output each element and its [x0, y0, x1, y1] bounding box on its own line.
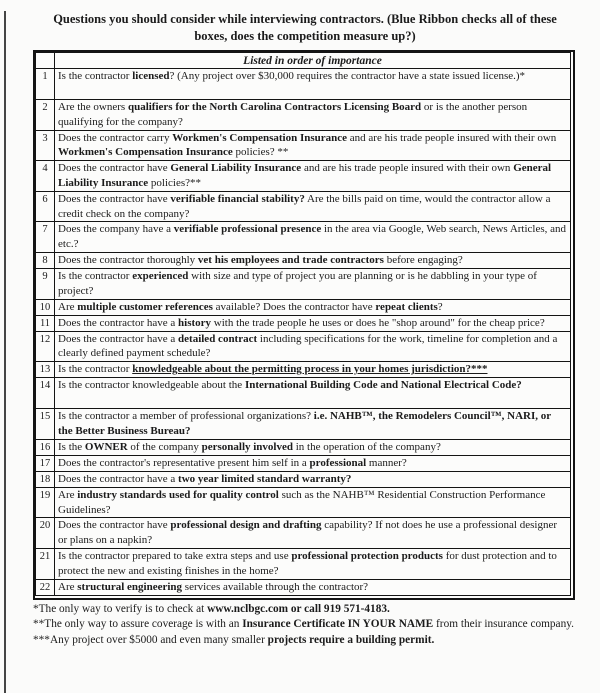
question-text	[55, 439, 571, 455]
text-segment: or is the another person qualifying for the company?	[58, 101, 528, 128]
text-segment: with size and type of project you are planning or is he dabbling in your type of project?	[58, 269, 537, 297]
row-number: 2	[36, 100, 55, 131]
table-row	[36, 487, 571, 518]
text-segment: detailed contract	[178, 332, 258, 345]
text-segment: Does the contractor have a	[58, 332, 179, 345]
question-text	[55, 252, 571, 268]
row-number: 20	[36, 518, 55, 549]
question-text	[55, 161, 571, 192]
footnote	[33, 633, 575, 648]
text-segment: Is the contractor prepared to take extra steps and use	[58, 549, 292, 562]
text-segment: manner?	[366, 456, 407, 469]
text-segment: Is the contractor	[58, 363, 133, 376]
table-row	[36, 69, 571, 100]
text-segment: Does the contractor have	[58, 162, 171, 175]
text-segment: Are	[58, 580, 78, 593]
question-text	[55, 378, 571, 409]
text-segment: Does the contractor have a	[58, 316, 179, 329]
row-number: 21	[36, 548, 55, 579]
scan-edge-line	[4, 11, 6, 693]
text-segment: services available through the contractor?	[182, 580, 369, 593]
text-segment: Is the	[58, 440, 85, 453]
text-segment: International Building Code and National Electrical Code?	[244, 379, 522, 392]
table-row	[36, 299, 571, 315]
row-number: 17	[36, 455, 55, 471]
text-segment: policies?**	[148, 176, 202, 189]
table-row	[36, 362, 571, 378]
text-segment: Are	[58, 488, 78, 501]
text-segment: with the trade people he uses or does he "shop around" for the cheap price?	[211, 316, 545, 329]
row-number: 19	[36, 487, 55, 518]
footnotes	[33, 602, 575, 648]
table-header-row	[36, 53, 571, 69]
text-segment: Are	[58, 300, 78, 313]
text-segment: Insurance Certificate IN YOUR NAME	[242, 618, 434, 631]
row-number: 18	[36, 471, 55, 487]
text-segment: licensed	[132, 70, 170, 82]
question-text	[55, 409, 571, 440]
text-segment: vet his employees and trade contractors	[197, 253, 384, 266]
text-segment: ?	[437, 300, 443, 313]
text-segment: structural engineering	[77, 580, 183, 593]
table-row	[36, 518, 571, 549]
text-segment: in the area via Google, Web search, News Articles, and etc.?	[58, 223, 567, 251]
text-segment: Are the bills paid on time, would the contractor allow a credit check on the company?	[58, 192, 551, 220]
questions-table	[33, 50, 575, 600]
footnote	[33, 602, 575, 617]
text-segment: industry standards used for quality control	[77, 488, 279, 501]
text-segment: Does the contractor thoroughly	[58, 253, 198, 266]
row-number: 14	[36, 378, 55, 409]
table-row	[36, 548, 571, 579]
text-segment: *The only way to verify is to check at	[33, 602, 208, 615]
question-text	[55, 130, 571, 161]
table-row	[36, 378, 571, 409]
row-number: 7	[36, 222, 55, 253]
text-segment: professional	[309, 456, 367, 469]
text-segment: verifiable professional presence	[173, 223, 322, 236]
text-segment: i.e. NAHB™, the Remodelers Council™, NARI, or the Better Business Bureau?	[58, 410, 551, 437]
row-number: 1	[36, 69, 55, 100]
text-segment: qualifiers for the North Carolina Contractors Licensing Board	[127, 101, 422, 113]
row-number: 4	[36, 161, 55, 192]
text-segment: repeat clients	[375, 300, 438, 313]
text-segment: ***Any project over $5000 and even many smaller	[33, 633, 268, 646]
text-segment: multiple customer references	[77, 300, 213, 313]
text-segment: Is the contractor	[58, 70, 133, 82]
footnote	[33, 617, 575, 632]
text-segment: ? (Any project over $30,000 requires the contractor have a state issued license.)*	[169, 70, 526, 82]
text-segment: Does the contractor have a	[58, 472, 179, 485]
text-segment: knowledgeable about the permitting process in your homes jurisdiction?***	[132, 363, 488, 376]
text-segment: available? Does the contractor have	[212, 300, 376, 313]
text-segment: professional protection products	[291, 549, 443, 562]
text-segment: Does the company have a	[58, 223, 174, 236]
text-segment: experienced	[132, 269, 189, 282]
text-segment: of the company	[127, 440, 202, 453]
question-text	[55, 362, 571, 378]
text-segment: and are his trade people insured with their own	[347, 131, 557, 144]
question-text	[55, 268, 571, 299]
text-segment: from their insurance company.	[433, 618, 574, 631]
page-title	[38, 11, 572, 44]
table-row	[36, 455, 571, 471]
text-segment: projects require a building permit.	[267, 633, 435, 646]
question-text	[55, 315, 571, 331]
text-segment: capability? If not does he use a professional designer or plans on a napkin?	[58, 519, 557, 547]
question-text	[55, 331, 571, 362]
text-segment: General Liability Insurance	[170, 162, 302, 175]
text-segment: Is the contractor a member of professional organizations?	[58, 410, 314, 423]
table-row	[36, 100, 571, 131]
row-number: 8	[36, 252, 55, 268]
table-row	[36, 252, 571, 268]
table-row	[36, 439, 571, 455]
row-number: 12	[36, 331, 55, 362]
table-row	[36, 222, 571, 253]
table-row	[36, 268, 571, 299]
text-segment: and are his trade people insured with their own	[301, 162, 514, 175]
row-number: 10	[36, 299, 55, 315]
row-number: 9	[36, 268, 55, 299]
table-row	[36, 331, 571, 362]
row-number: 3	[36, 130, 55, 161]
question-text	[55, 299, 571, 315]
question-text	[55, 518, 571, 549]
text-segment: Does the contractor have	[58, 519, 171, 532]
text-segment: Is the contractor knowledgeable about the	[58, 379, 245, 392]
text-segment: Workmen's Compensation Insurance	[58, 146, 233, 159]
table-row	[36, 579, 571, 595]
number-column-header	[36, 53, 55, 69]
table-row	[36, 409, 571, 440]
text-segment: two year limited standard warranty?	[178, 472, 352, 485]
text-segment: General Liability Insurance	[58, 162, 552, 189]
document-page	[0, 11, 600, 647]
text-segment: personally involved	[201, 440, 293, 453]
text-segment: including specifications for the work, timeline for completion and a clearly defined payment schedule?	[58, 332, 558, 360]
question-text	[55, 579, 571, 595]
text-segment: professional design and drafting	[170, 519, 322, 532]
question-text	[55, 471, 571, 487]
question-text	[55, 100, 571, 131]
row-number: 6	[36, 191, 55, 222]
row-number: 13	[36, 362, 55, 378]
question-text	[55, 191, 571, 222]
text-segment: Does the contractor have	[58, 192, 171, 205]
text-segment: Workmen's Compensation Insurance	[172, 131, 348, 144]
question-text	[55, 455, 571, 471]
question-text	[55, 548, 571, 579]
row-number: 22	[36, 579, 55, 595]
text-segment: before engaging?	[383, 253, 463, 266]
table-row	[36, 130, 571, 161]
text-segment: Does the contractor's representative present him self in a	[58, 456, 310, 469]
question-text	[55, 222, 571, 253]
table-row	[36, 315, 571, 331]
questions-table-body	[36, 69, 571, 596]
row-number: 16	[36, 439, 55, 455]
table-row	[36, 191, 571, 222]
text-segment: Are the owners	[58, 101, 128, 113]
text-segment: such as the NAHB™ Residential Construction Performance Guidelines?	[58, 488, 546, 516]
page-title-line-1: Questions you should consider while interviewing contractors. (Blue Ribbon checks all of these	[53, 12, 557, 26]
table-row	[36, 161, 571, 192]
row-number: 15	[36, 409, 55, 440]
text-segment: OWNER	[84, 440, 128, 453]
text-segment: policies? **	[232, 146, 289, 159]
text-segment: history	[178, 316, 212, 329]
order-of-importance-header: Listed in order of importance	[55, 53, 571, 69]
text-segment: Does the contractor carry	[58, 131, 173, 144]
text-segment: www.nclbgc.com or call 919 571-4183.	[207, 602, 390, 615]
text-segment: for dust protection and to protect the new and existing finishes in the home?	[58, 549, 557, 577]
question-text	[55, 487, 571, 518]
row-number: 11	[36, 315, 55, 331]
page-title-line-2: boxes, does the competition measure up?)	[194, 28, 416, 43]
text-segment: **The only way to assure coverage is with an	[33, 618, 243, 631]
text-segment: Is the contractor	[58, 269, 133, 282]
question-text	[55, 69, 571, 100]
text-segment: in the operation of the company?	[292, 440, 441, 453]
text-segment: verifiable financial stability?	[170, 192, 305, 205]
table-row	[36, 471, 571, 487]
